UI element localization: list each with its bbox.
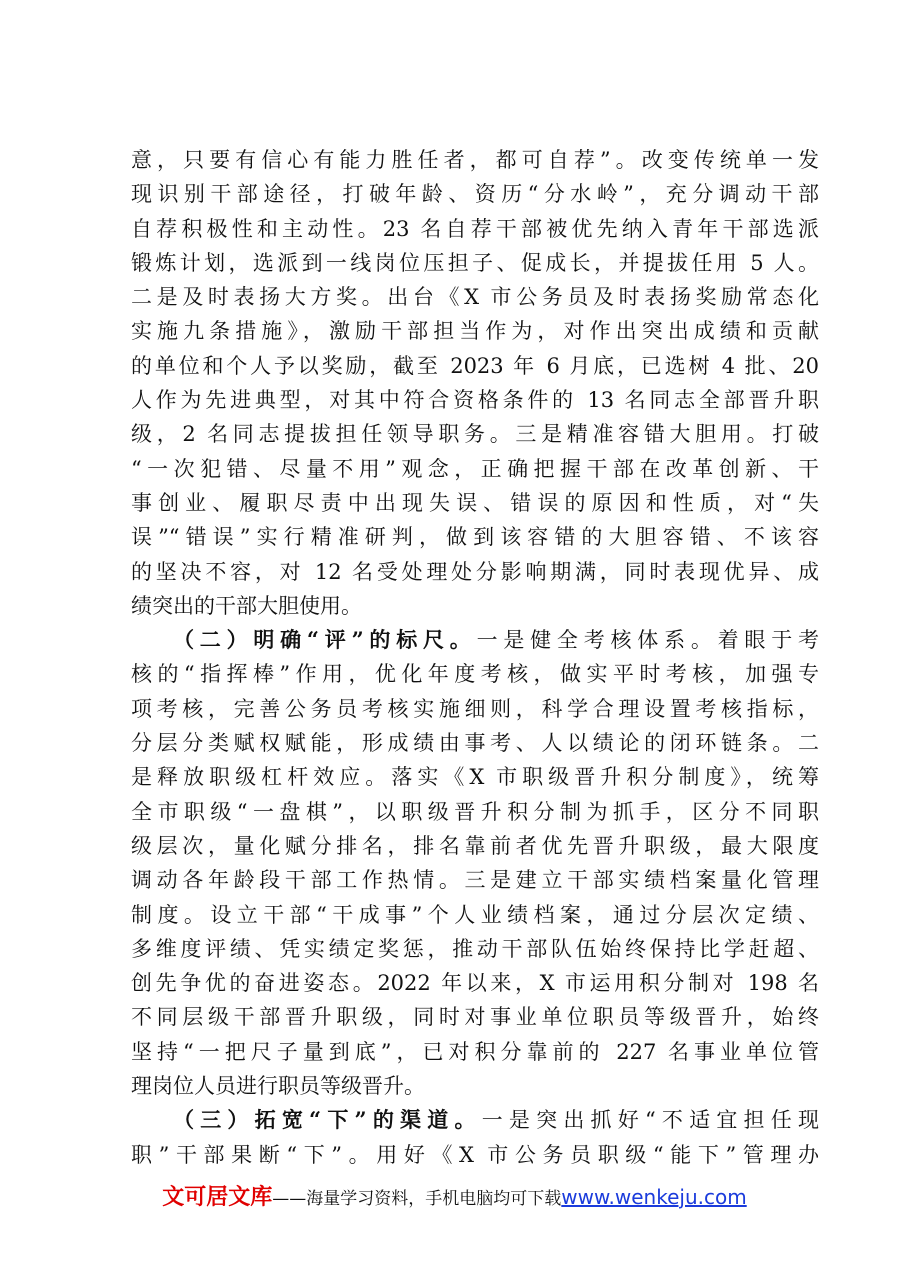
- line-text: 全市职级“一盘棋”，以职级晋升积分制为抓手，区分不同职: [131, 799, 819, 824]
- line-text: 二是及时表扬大方奖。出台《X 市公务员及时表扬奖励常态化: [131, 285, 819, 310]
- text-line: [131, 246, 819, 280]
- footer-slogan: ——海量学习资料，手机电脑均可下载: [272, 1189, 562, 1209]
- line-text: 的坚决不容，对 12 名受处理处分影响期满，同时表现优异、成: [131, 559, 819, 584]
- line-text: 理岗位人员进行职员等级晋升。: [131, 1074, 425, 1099]
- text-line: [131, 177, 819, 211]
- line-text: 锻炼计划，选派到一线岗位压担子、促成长，并提拔任用 5 人。: [131, 250, 819, 275]
- text-line: [131, 417, 819, 451]
- text-line: [131, 1035, 819, 1069]
- line-text: 级，2 名同志提拔担任领导职务。三是精准容错大胆用。打破: [131, 422, 819, 447]
- text-line: [131, 383, 819, 417]
- line-text: 一是突出抓好“不适宜担任现: [481, 1108, 819, 1133]
- text-line: [131, 1138, 819, 1172]
- line-text: 分层分类赋权赋能，形成绩由事考、人以绩论的闭环链条。二: [131, 731, 819, 756]
- text-line: [131, 452, 819, 486]
- document-body: [131, 143, 819, 1172]
- line-text: 绩突出的干部大胆使用。: [131, 593, 362, 618]
- text-line: [131, 1103, 819, 1137]
- text-line: [131, 486, 819, 520]
- line-text: 级层次，量化赋分排名，排名靠前者优先晋升职级，最大限度: [131, 833, 819, 858]
- line-text: 一是健全考核体系。着眼于考: [476, 628, 819, 653]
- line-text: 项考核，完善公务员考核实施细则，科学合理设置考核指标，: [131, 696, 819, 721]
- text-line: [131, 898, 819, 932]
- text-line: [131, 589, 819, 623]
- line-text: 坚持“一把尺子量到底”，已对积分靠前的 227 名事业单位管: [131, 1039, 819, 1064]
- line-text: 多维度评绩、凭实绩定奖惩，推动干部队伍始终保持比学赶超、: [131, 936, 819, 961]
- text-line: [131, 520, 819, 554]
- footer-url-link[interactable]: www.wenkeju.com: [561, 1185, 747, 1209]
- text-line: [131, 829, 819, 863]
- line-text: 是释放职级杠杆效应。落实《X 市职级晋升积分制度》，统筹: [131, 765, 819, 790]
- text-line: [131, 932, 819, 966]
- line-text: 自荐积极性和主动性。23 名自荐干部被优先纳入青年干部选派: [131, 216, 819, 241]
- line-text: 现识别干部途径，打破年龄、资历“分水岭”，充分调动干部: [131, 182, 819, 207]
- text-line: [131, 212, 819, 246]
- text-line: [131, 726, 819, 760]
- line-text: 制度。设立干部“干成事”个人业绩档案，通过分层次定绩、: [131, 902, 819, 927]
- line-text: 核的“指挥棒”作用，优化年度考核，做实平时考核，加强专: [131, 662, 819, 687]
- line-text: 不同层级干部晋升职级，同时对事业单位职员等级晋升，始终: [131, 1005, 819, 1030]
- line-text: 的单位和个人予以奖励，截至 2023 年 6 月底，已选树 4 批、20: [131, 353, 819, 378]
- text-line: [131, 555, 819, 589]
- text-line: [131, 795, 819, 829]
- line-text: 事创业、履职尽责中出现失误、错误的原因和性质，对“失: [131, 490, 819, 515]
- line-text: 意，只要有信心有能力胜任者，都可自荐”。改变传统单一发: [131, 148, 819, 172]
- text-line: [131, 314, 819, 348]
- footer-banner: [0, 1180, 909, 1211]
- text-line: [131, 760, 819, 794]
- footer-brand: 文可居文库: [162, 1185, 273, 1210]
- section-heading: （二）明确“评”的标尺。: [173, 627, 477, 653]
- text-line: [131, 863, 819, 897]
- text-line: [131, 280, 819, 314]
- line-text: 职”干部果断“下”。用好《X 市公务员职级“能下”管理办: [131, 1142, 819, 1167]
- line-text: 误”“错误”实行精准研判，做到该容错的大胆容错、不该容: [131, 525, 819, 550]
- text-line: [131, 1069, 819, 1103]
- line-text: 人作为先进典型，对其中符合资格条件的 13 名同志全部晋升职: [131, 388, 819, 413]
- line-text: 调动各年龄段干部工作热情。三是建立干部实绩档案量化管理: [131, 868, 819, 893]
- text-line: [131, 1000, 819, 1034]
- text-line: [131, 692, 819, 726]
- text-line: [131, 966, 819, 1000]
- text-line: [131, 143, 819, 177]
- line-text: 实施九条措施》，激励干部担当作为，对作出突出成绩和贡献: [131, 319, 819, 344]
- line-text: 创先争优的奋进姿态。2022 年以来，X 市运用积分制对 198 名: [131, 971, 819, 996]
- text-line: [131, 349, 819, 383]
- section-heading: （三）拓宽“下”的渠道。: [173, 1107, 482, 1133]
- text-line: [131, 657, 819, 691]
- text-line: [131, 623, 819, 657]
- line-text: “一次犯错、尽量不用”观念，正确把握干部在改革创新、干: [131, 456, 819, 481]
